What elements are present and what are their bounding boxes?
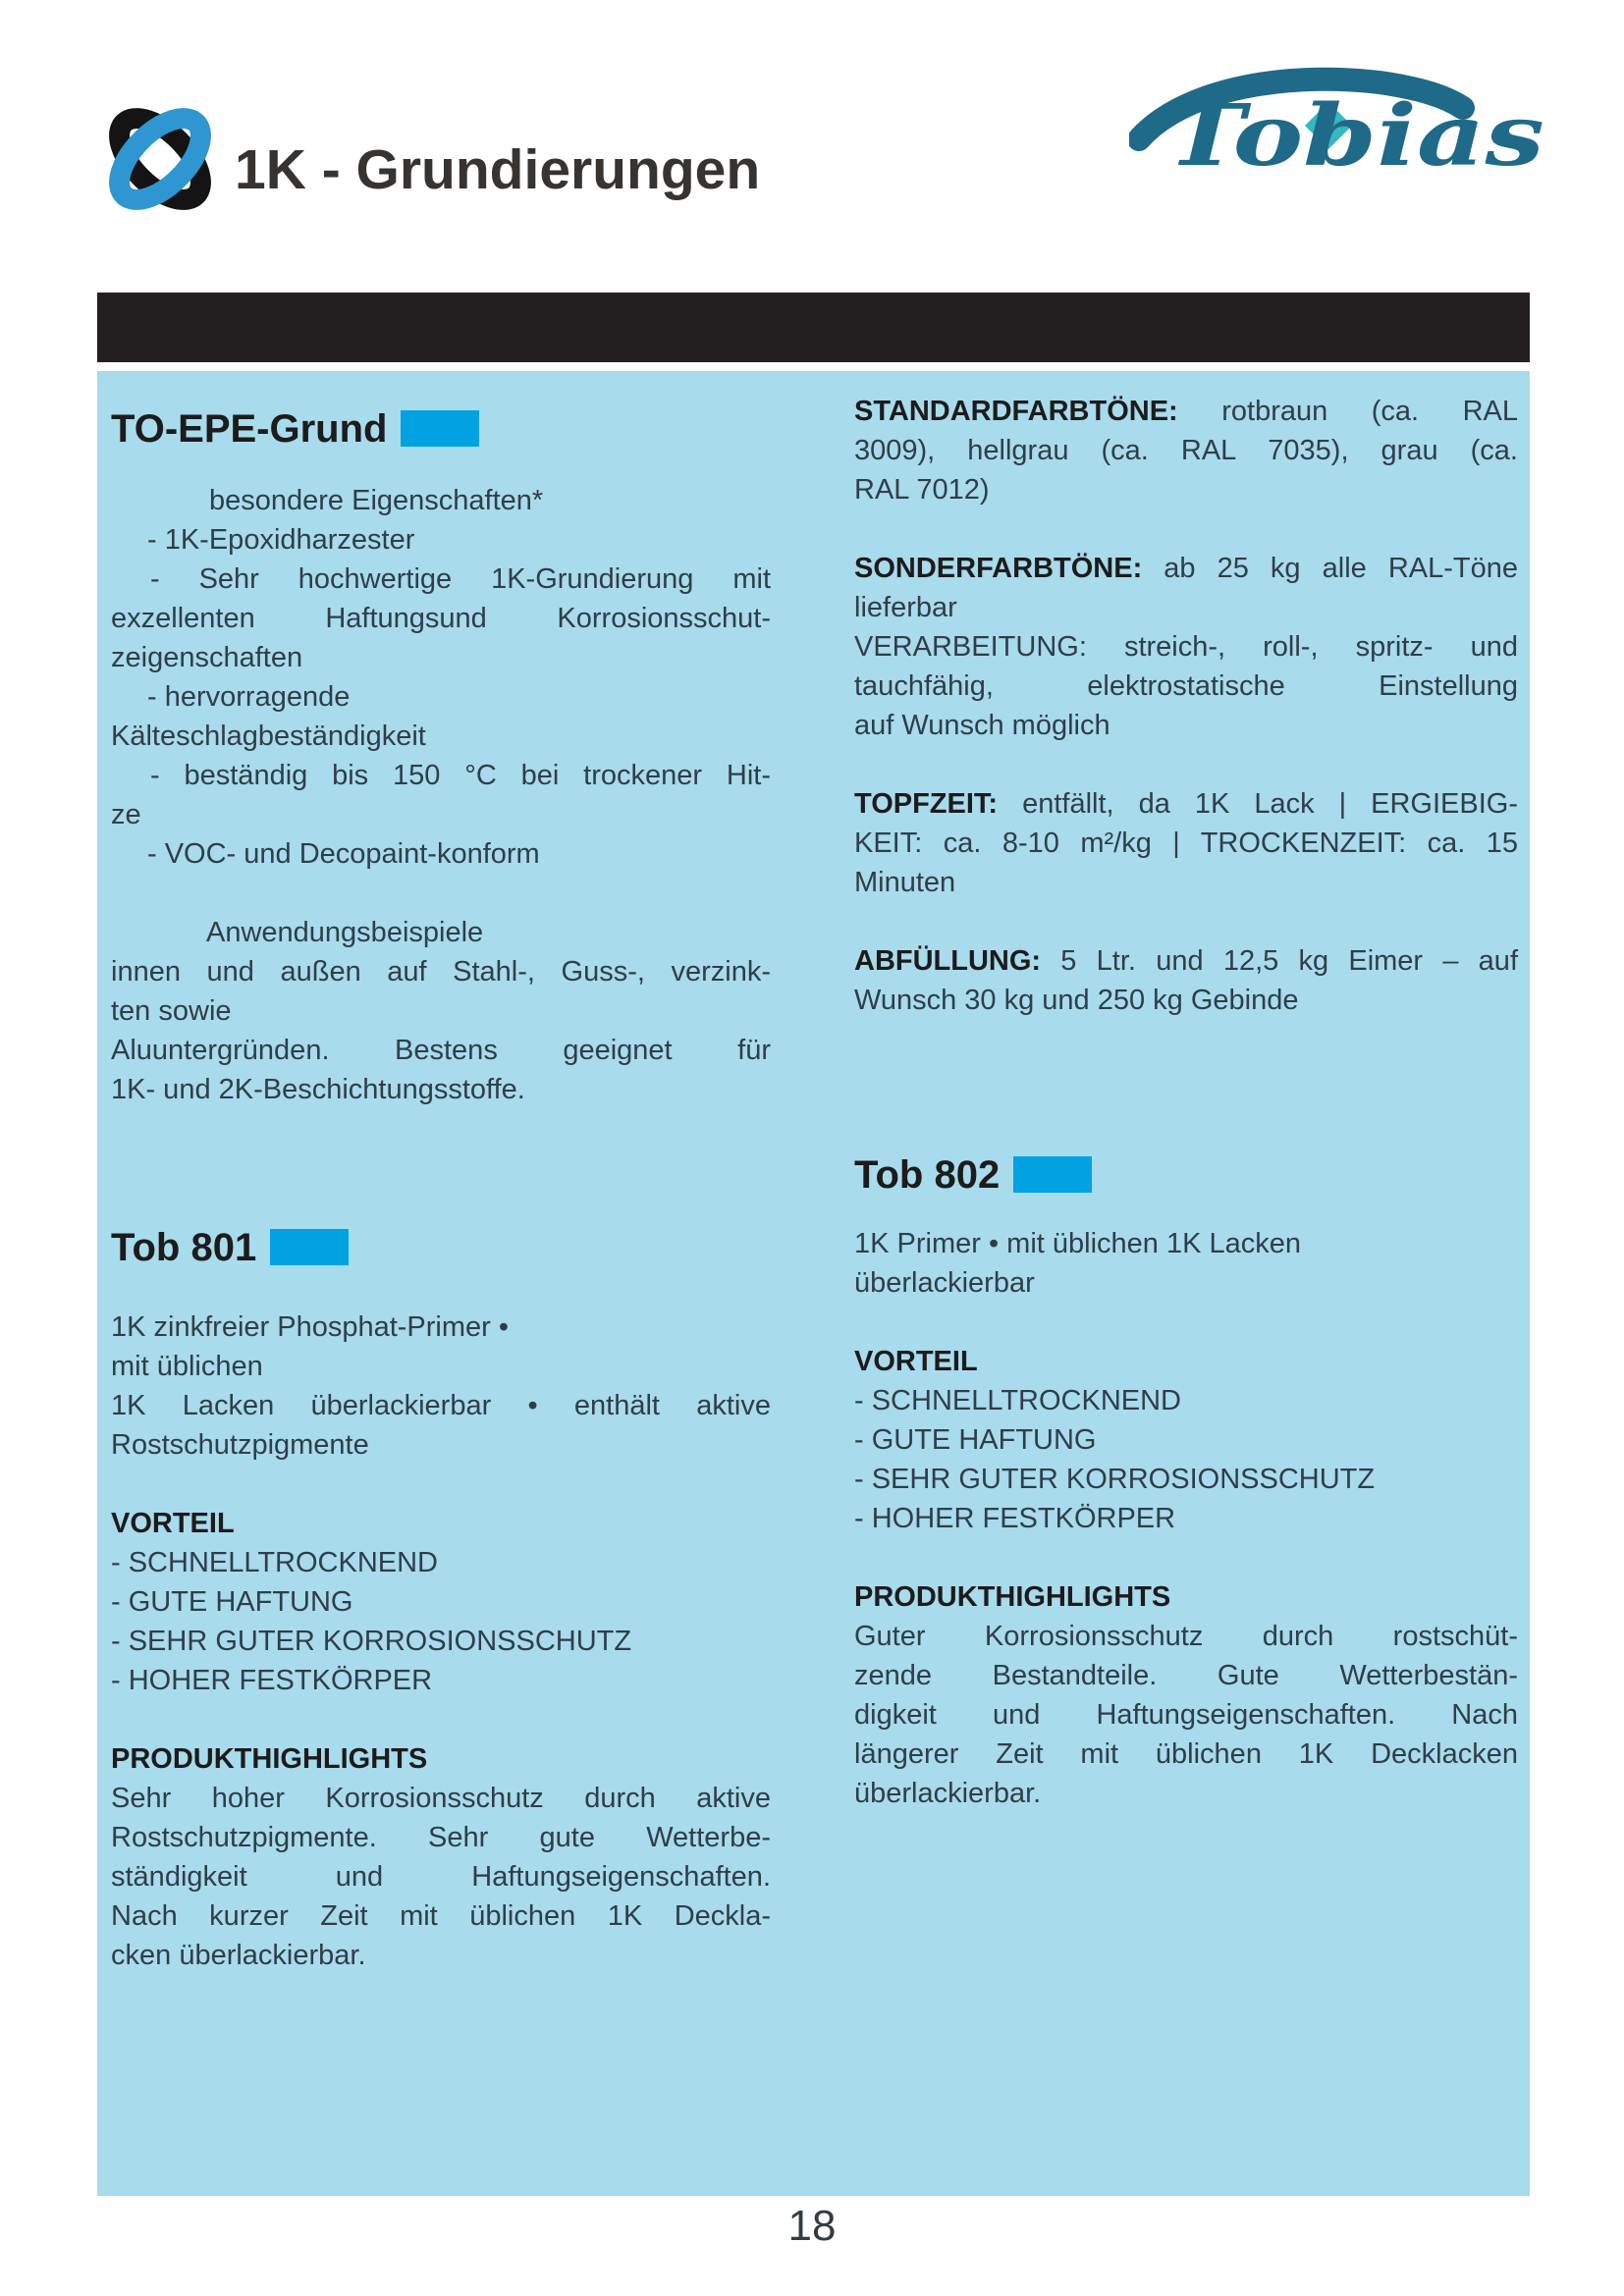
product-name: Tob 801 (111, 1226, 257, 1269)
text-line: zende Bestandteile. Gute Wetterbestän- (854, 1660, 1518, 1691)
text-line: 1K Lacken überlackierbar • enthält aktive (111, 1390, 771, 1421)
accent-swatch (401, 410, 479, 447)
tobias-wordmark: Tobias (1166, 86, 1544, 181)
text-line: 1K- und 2K-Beschichtungsstoffe. (111, 1074, 525, 1105)
text-line: tauchfähig, elektrostatische Einstellung (854, 670, 1518, 702)
text-line: exzellenten Haftungsund Korrosionsschut- (111, 603, 771, 634)
text-line (111, 1465, 771, 1504)
company-logo (91, 94, 229, 226)
text-line (854, 1303, 1518, 1342)
text-line: - Sehr hochwertige 1K-Grundierung mit (150, 563, 771, 595)
text-line: VORTEIL (854, 1346, 978, 1377)
product-heading-tob-802 (854, 1155, 1092, 1195)
text-line: - SEHR GUTER KORROSIONSSCHUTZ (111, 1626, 632, 1657)
text-line: Aluuntergründen. Bestens geeignet für (111, 1035, 771, 1066)
text-line: cken überlackierbar. (111, 1940, 366, 1971)
page-title: 1K - Grundierungen (235, 138, 761, 201)
product-heading-to-epe-grund (111, 409, 479, 449)
product-name: TO-EPE-Grund (111, 407, 388, 451)
text-line: - HOHER FESTKÖRPER (854, 1503, 1176, 1534)
text-line: Nach kurzer Zeit mit üblichen 1K Deckla- (111, 1900, 771, 1932)
text-line: Wunsch 30 kg und 250 kg Gebinde (854, 985, 1299, 1016)
text-line: VORTEIL (111, 1508, 235, 1539)
logo-rings-icon (105, 104, 215, 214)
accent-swatch (270, 1229, 349, 1265)
text-line: überlackierbar (854, 1267, 1035, 1299)
text-line: - beständig bis 150 °C bei trockener Hit- (150, 760, 771, 791)
text-line: 1K Primer • mit üblichen 1K Lacken (854, 1228, 1302, 1259)
text-line (111, 874, 771, 913)
text-line: SONDERFARBTÖNE: ab 25 kg alle RAL-Töne (854, 553, 1518, 584)
product-name: Tob 802 (854, 1153, 1001, 1197)
text-line: ten sowie (111, 995, 232, 1027)
text-line: ABFÜLLUNG: 5 Ltr. und 12,5 kg Eimer – auf (854, 945, 1518, 977)
text-line: - SEHR GUTER KORROSIONSSCHUTZ (854, 1464, 1376, 1495)
text-line: - 1K-Epoxidharzester (147, 524, 415, 556)
product-description-tob-801 (111, 1308, 771, 1975)
content-panel (97, 371, 1530, 2196)
text-line: auf Wunsch möglich (854, 710, 1110, 741)
text-line: 3009), hellgrau (ca. RAL 7035), grau (ca. (854, 435, 1518, 466)
text-line (111, 1700, 771, 1739)
product-heading-tob-801 (111, 1228, 349, 1267)
text-line: - SCHNELLTROCKNEND (854, 1385, 1182, 1416)
text-line: 1K zinkfreier Phosphat-Primer • (111, 1311, 510, 1343)
text-line: ze (111, 799, 141, 830)
product-details-list (854, 392, 1518, 1020)
text-line: innen und außen auf Stahl-, Guss-, verzink- (111, 956, 771, 988)
text-line: Sehr hoher Korrosionsschutz durch aktive (111, 1783, 771, 1814)
accent-swatch (1013, 1156, 1092, 1193)
text-line: - SCHNELLTROCKNEND (111, 1547, 439, 1578)
text-line: PRODUKTHIGHLIGHTS (854, 1581, 1171, 1613)
text-line: - GUTE HAFTUNG (111, 1586, 353, 1618)
bold-label: ABFÜLLUNG: (854, 945, 1042, 977)
text-line (854, 902, 1518, 941)
text-line: - VOC- und Decopaint-konform (147, 838, 540, 870)
bold-label: STANDARDFARBTÖNE: (854, 396, 1178, 427)
text-line: mit üblichen (111, 1351, 263, 1382)
text-line: ständigkeit und Haftungseigenschaften. (111, 1861, 771, 1893)
tobias-logo (1129, 65, 1566, 181)
section-header-bar (97, 293, 1530, 362)
page-number: 18 (787, 2202, 837, 2250)
bold-label: SONDERFARBTÖNE: (854, 553, 1143, 584)
text-line: überlackierbar. (854, 1778, 1042, 1809)
text-line: RAL 7012) (854, 474, 990, 506)
text-line: längerer Zeit mit üblichen 1K Decklacken (854, 1738, 1518, 1770)
text-line: STANDARDFARBTÖNE: rotbraun (ca. RAL (854, 396, 1518, 427)
text-line: TOPFZEIT: entfällt, da 1K Lack | ERGIEBIG- (854, 788, 1518, 820)
text-line (854, 509, 1518, 549)
text-line: zeigenschaften (111, 642, 303, 673)
text-line (854, 745, 1518, 784)
text-line: - HOHER FESTKÖRPER (111, 1665, 433, 1696)
product-description-tob-802 (854, 1224, 1518, 1813)
text-line (854, 1538, 1518, 1577)
text-line: Anwendungsbeispiele (206, 917, 484, 948)
text-line: Kälteschlagbeständigkeit (111, 721, 426, 752)
text-line: Guter Korrosionsschutz durch rostschüt- (854, 1621, 1518, 1652)
text-line: VERARBEITUNG: streich-, roll-, spritz- und (854, 631, 1518, 663)
product-description-to-epe-grund (111, 481, 771, 1109)
text-line: PRODUKTHIGHLIGHTS (111, 1743, 428, 1775)
text-line: - GUTE HAFTUNG (854, 1424, 1097, 1456)
text-line: Rostschutzpigmente (111, 1429, 369, 1461)
text-line: Rostschutzpigmente. Sehr gute Wetterbe- (111, 1822, 771, 1853)
text-line: lieferbar (854, 592, 957, 623)
text-line: besondere Eigenschaften* (209, 485, 544, 516)
text-line: Minuten (854, 867, 956, 898)
text-line: digkeit und Haftungseigenschaften. Nach (854, 1699, 1518, 1731)
text-line: - hervorragende (147, 681, 351, 713)
bold-label: TOPFZEIT: (854, 788, 999, 820)
text-line: KEIT: ca. 8-10 m²/kg | TROCKENZEIT: ca. 15 (854, 828, 1518, 859)
